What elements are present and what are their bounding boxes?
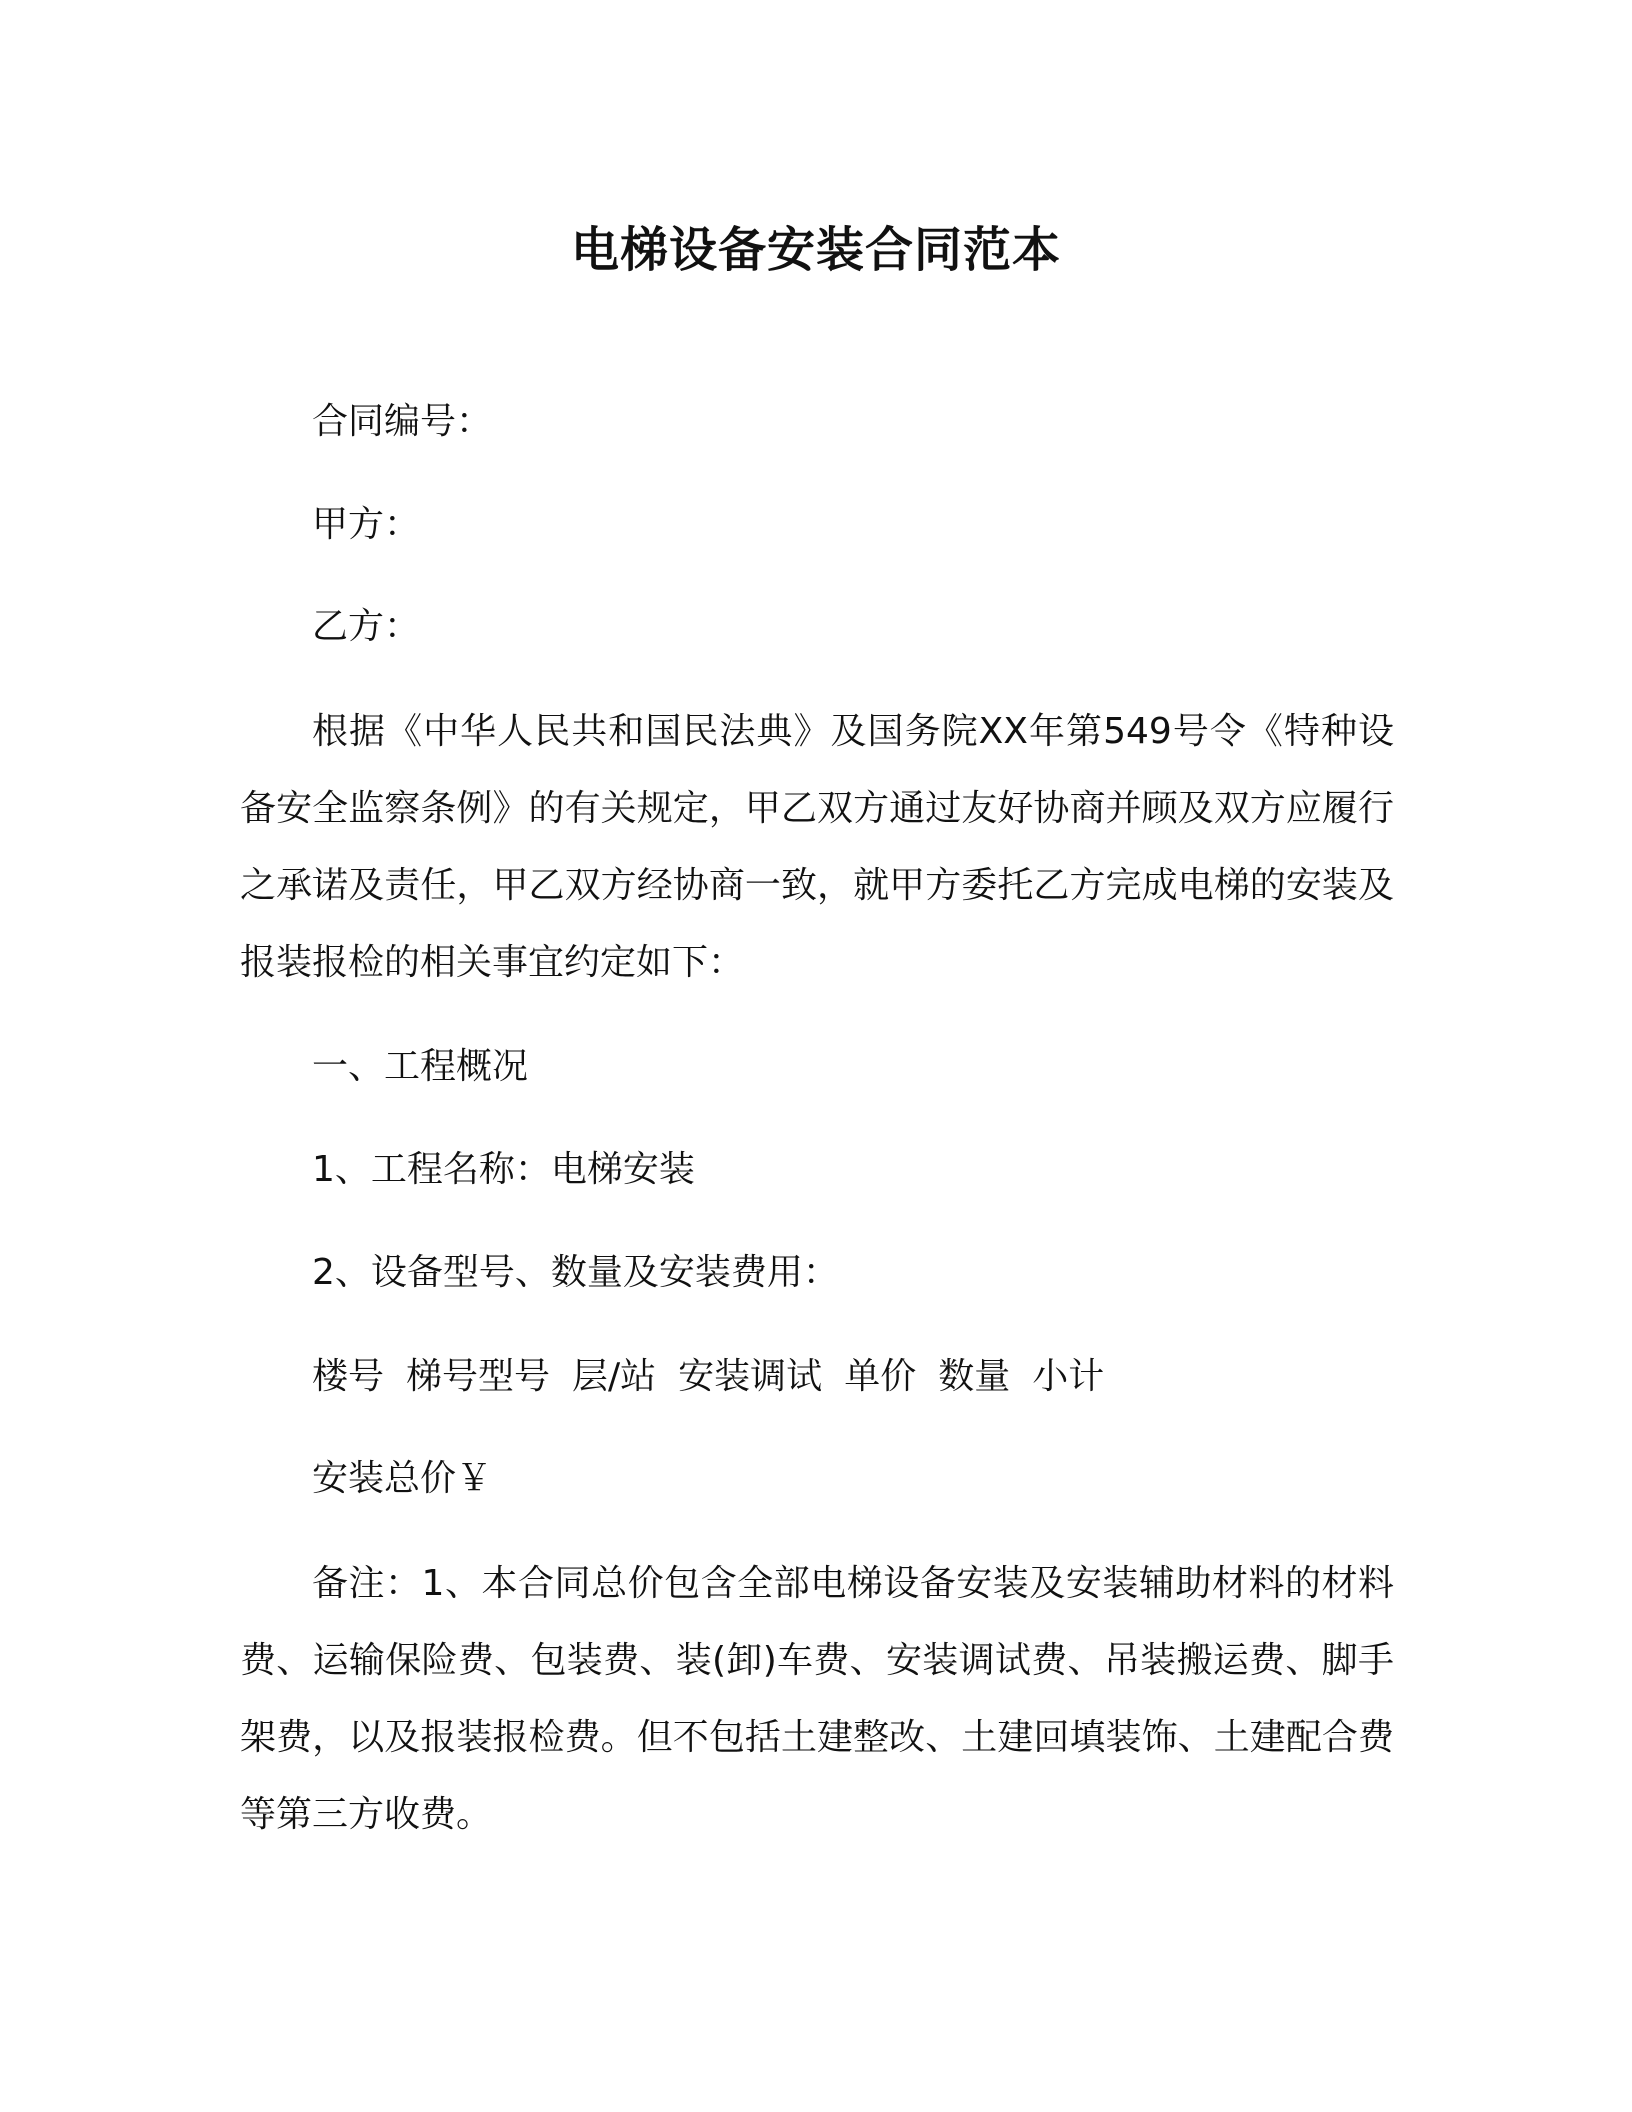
item-1-project-name: 1、工程名称：电梯安装	[312, 1149, 695, 1190]
intro-paragraph: 根据《中华人民共和国民法典》及国务院XX年第549号令《特种设备安全监察条例》的有关规定，甲乙双方通过友好协商并顾及双方应履行之承诺及责任，甲乙双方经协商一致，就甲方委托乙方完成电梯的安装及报装报检的相关事宜约定如下：	[240, 711, 1394, 983]
table-header-cell: 安装调试	[678, 1356, 823, 1397]
item-2-equipment-models: 2、设备型号、数量及安装费用：	[312, 1252, 839, 1293]
table-header-cell: 数量	[938, 1356, 1011, 1397]
total-price-label: 安装总价￥	[312, 1458, 493, 1499]
table-header-cell: 层/站	[572, 1356, 657, 1397]
table-header-cell: 梯号型号	[406, 1356, 551, 1397]
document-title: 电梯设备安装合同范本	[570, 222, 1061, 278]
table-header-row	[312, 1353, 1126, 1401]
remark-paragraph: 备注：1、本合同总价包含全部电梯设备安装及安装辅助材料的材料费、运输保险费、包装费、装(卸)车费、安装调试费、吊装搬运费、脚手架费，以及报装报检费。但不包括土建整改、土建回填装饰、土建配合费等第三方收费。	[240, 1563, 1394, 1835]
table-header-cell: 小计	[1032, 1356, 1105, 1397]
contract-number-label: 合同编号：	[312, 401, 493, 442]
table-header-cell: 单价	[844, 1356, 917, 1397]
party-b-label: 乙方：	[312, 606, 421, 647]
party-a-label: 甲方：	[312, 504, 421, 545]
section-1-heading: 一、工程概况	[312, 1046, 529, 1087]
table-header-cell: 楼号	[312, 1356, 385, 1397]
